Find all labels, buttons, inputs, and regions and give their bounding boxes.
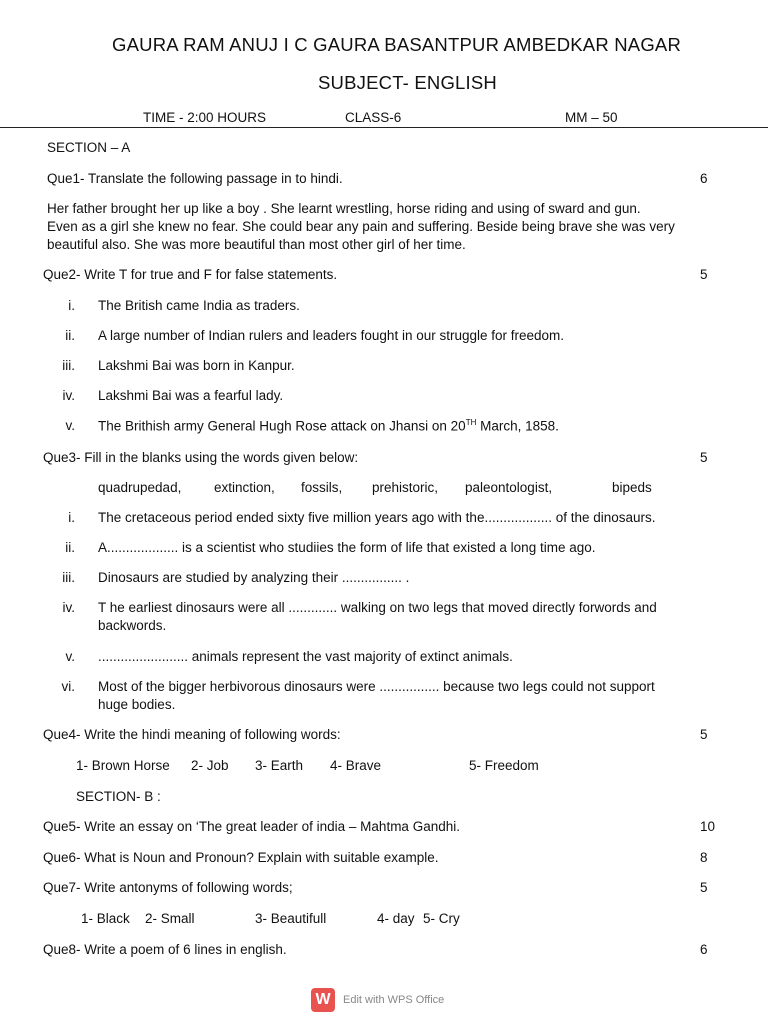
- word-bank-item: fossils,: [301, 480, 343, 495]
- superscript-th: TH: [465, 418, 477, 427]
- item-number: v.: [65, 649, 75, 664]
- item-number: iii.: [62, 358, 75, 373]
- blank-item-continued: huge bodies.: [98, 697, 176, 712]
- header-divider: [0, 127, 768, 128]
- statement-item: A large number of Indian rulers and leaders fought in our struggle for freedom.: [98, 328, 565, 343]
- q3-marks: 5: [700, 450, 708, 465]
- q2-marks: 5: [700, 267, 708, 282]
- exam-time: TIME - 2:00 HOURS: [143, 110, 267, 125]
- vocab-word: 3- Earth: [255, 758, 304, 773]
- blank-item: A................... is a scientist who studiies the form of life that existed a long time ago.: [98, 540, 596, 555]
- section-b-heading: SECTION- B :: [76, 789, 161, 804]
- vocab-word: 4- Brave: [330, 758, 382, 773]
- item-number: v.: [65, 418, 75, 433]
- q1-passage-line: Even as a girl she knew no fear. She could bear any pain and suffering. Beside being brave she was very: [47, 219, 675, 234]
- antonym-word: 3- Beautifull: [255, 911, 327, 926]
- statement-item: Lakshmi Bai was born in Kanpur.: [98, 358, 295, 373]
- statement-item: The British came India as traders.: [98, 298, 300, 313]
- max-marks: MM – 50: [565, 110, 618, 125]
- section-a-heading: SECTION – A: [47, 140, 131, 155]
- vocab-word: 2- Job: [191, 758, 229, 773]
- wps-edit-link[interactable]: [311, 988, 444, 1012]
- q4-marks: 5: [700, 727, 708, 742]
- blank-item: T he earliest dinosaurs were all ............. walking on two legs that moved directly forwords and: [98, 600, 657, 615]
- antonym-word: 1- Black: [81, 911, 130, 926]
- word-bank-item: extinction,: [214, 480, 275, 495]
- item-number: i.: [68, 510, 75, 525]
- statement-text: March, 1858.: [476, 418, 559, 434]
- school-name: GAURA RAM ANUJ I C GAURA BASANTPUR AMBEDKAR NAGAR: [112, 34, 682, 55]
- blank-item: ........................ animals represent the vast majority of extinct animals.: [98, 649, 513, 664]
- item-number: vi.: [61, 679, 75, 694]
- vocab-word: 5- Freedom: [469, 758, 539, 773]
- q7-text: Que7- Write antonyms of following words;: [43, 880, 293, 895]
- q4-text: Que4- Write the hindi meaning of following words:: [43, 727, 341, 742]
- blank-item-continued: backwords.: [98, 618, 167, 633]
- q5-marks: 10: [700, 819, 716, 834]
- wps-logo-icon: W: [311, 988, 335, 1012]
- q8-marks: 6: [700, 942, 708, 957]
- q8-text: Que8- Write a poem of 6 lines in english.: [43, 942, 287, 957]
- antonym-word: 5- Cry: [423, 911, 460, 926]
- q1-marks: 6: [700, 171, 708, 186]
- item-number: ii.: [65, 540, 75, 555]
- statement-item: [98, 418, 559, 434]
- q5-text: Que5- Write an essay on ‘The great leader of india – Mahtma Gandhi.: [43, 819, 460, 834]
- q7-marks: 5: [700, 880, 708, 895]
- wps-edit-label: Edit with WPS Office: [343, 994, 445, 1006]
- q1-passage-line: Her father brought her up like a boy . She learnt wrestling, horse riding and using of sward and gun.: [47, 201, 641, 216]
- item-number: iv.: [62, 388, 75, 403]
- blank-item: Most of the bigger herbivorous dinosaurs were ................ because two legs could not support: [98, 679, 655, 694]
- q6-text: Que6- What is Noun and Pronoun? Explain with suitable example.: [43, 850, 439, 865]
- item-number: iv.: [62, 600, 75, 615]
- vocab-word: 1- Brown Horse: [76, 758, 170, 773]
- antonym-word: 4- day: [377, 911, 415, 926]
- word-bank-item: bipeds: [612, 480, 652, 495]
- word-bank-item: prehistoric,: [372, 480, 439, 495]
- antonym-word: 2- Small: [145, 911, 195, 926]
- statement-text: The Brithish army General Hugh Rose attack on Jhansi on 20: [98, 418, 466, 434]
- q3-text: Que3- Fill in the blanks using the words given below:: [43, 450, 359, 465]
- q1-passage-line: beautiful also. She was more beautiful than most other girl of her time.: [47, 237, 466, 252]
- q1-text: Que1- Translate the following passage in to hindi.: [47, 171, 343, 186]
- q6-marks: 8: [700, 850, 708, 865]
- item-number: iii.: [62, 570, 75, 585]
- word-bank-item: quadrupedad,: [98, 480, 182, 495]
- subject-title: SUBJECT- ENGLISH: [318, 72, 497, 93]
- statement-item: Lakshmi Bai was a fearful lady.: [98, 388, 284, 403]
- exam-class: CLASS-6: [345, 110, 402, 125]
- item-number: i.: [68, 298, 75, 313]
- blank-item: Dinosaurs are studied by analyzing their ................ .: [98, 570, 410, 585]
- item-number: ii.: [65, 328, 75, 343]
- q2-text: Que2- Write T for true and F for false statements.: [43, 267, 338, 282]
- word-bank-item: paleontologist,: [465, 480, 553, 495]
- blank-item: The cretaceous period ended sixty five million years ago with the.................. of the dinosaurs.: [98, 510, 656, 525]
